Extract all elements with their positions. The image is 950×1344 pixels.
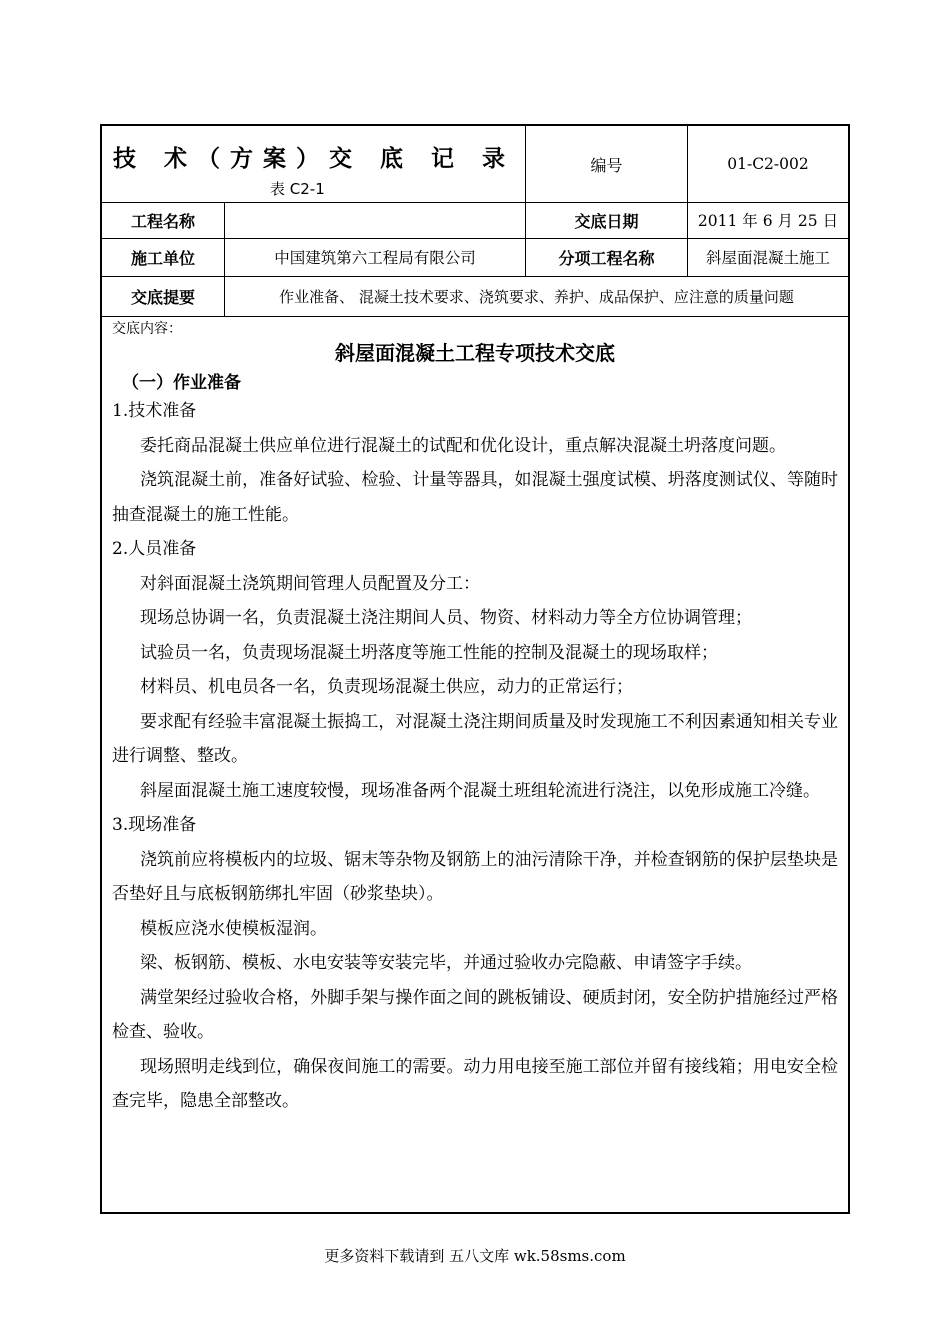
contractor-row [102, 238, 848, 277]
paragraph: 现场照明走线到位，确保夜间施工的需要。动力用电接至施工部位并留有接线箱；用电安全检查完毕，隐患全部整改。 [112, 1056, 838, 1111]
disclosure-record-form [100, 124, 850, 1214]
subsection-heading: 3.现场准备 [112, 815, 197, 835]
form-header-row [102, 126, 848, 203]
paragraph: 满堂架经过验收合格，外脚手架与操作面之间的跳板铺设、硬质封闭，安全防护措施经过严格检查、验收。 [112, 987, 838, 1042]
subsection-heading: 1.技术准备 [112, 401, 197, 421]
section-heading: （一）作业准备 [122, 373, 241, 393]
paragraph: 委托商品混凝土供应单位进行混凝土的试配和优化设计，重点解决混凝土坍落度问题。 [140, 435, 786, 456]
paragraph: 现场总协调一名，负责混凝土浇注期间人员、物资、材料动力等全方位协调管理； [140, 608, 752, 628]
serial-label: 编号 [526, 126, 688, 202]
serial-value: 01-C2-002 [727, 155, 809, 173]
form-code: 表 C2-1 [270, 180, 325, 198]
paragraph: 斜屋面混凝土施工速度较慢，现场准备两个混凝土班组轮流进行浇注，以免形成施工冷缝。 [140, 780, 820, 801]
project-name-label: 工程名称 [102, 202, 225, 238]
summary-row [102, 276, 848, 317]
content-label: 交底内容： [112, 321, 182, 337]
subproject-label: 分项工程名称 [526, 238, 688, 276]
footer-download-note: 更多资料下载请到 五八文库 wk.58sms.com [324, 1247, 626, 1265]
subproject-value: 斜屋面混凝土施工 [705, 249, 830, 267]
date-value: 2011 年 6 月 25 日 [697, 212, 839, 230]
paragraph: 材料员、机电员各一名，负责现场混凝土供应，动力的正常运行； [140, 677, 633, 697]
paragraph: 浇筑前应将模板内的垃圾、锯末等杂物及钢筋上的油污清除干净，并检查钢筋的保护层垫块是否垫好且与底板钢筋绑扎牢固（砂浆垫块）。 [112, 849, 838, 904]
disclosure-content [102, 318, 848, 1212]
paragraph: 对斜面混凝土浇筑期间管理人员配置及分工： [140, 573, 480, 594]
contractor-label: 施工单位 [102, 238, 225, 276]
paragraph: 浇筑混凝土前，准备好试验、检验、计量等器具，如混凝土强度试模、坍落度测试仪、等随时抽查混凝土的施工性能。 [112, 470, 838, 525]
content-body [112, 394, 838, 1119]
contractor-value: 中国建筑第六工程局有限公司 [225, 238, 526, 276]
summary-label: 交底提要 [102, 276, 225, 316]
form-title-cell [102, 126, 526, 202]
paragraph: 要求配有经验丰富混凝土振捣工，对混凝土浇注期间质量及时发现施工不利因素通知相关专业进行调整、整改。 [112, 711, 838, 766]
form-title: 技 术（方案）交 底 记 录 [112, 146, 516, 172]
date-label: 交底日期 [526, 202, 688, 238]
paragraph: 试验员一名，负责现场混凝土坍落度等施工性能的控制及混凝土的现场取样； [140, 642, 718, 663]
subsection-heading: 2.人员准备 [112, 539, 197, 559]
paragraph: 模板应浇水使模板湿润。 [140, 918, 327, 939]
project-row [102, 202, 848, 239]
project-name-value [225, 202, 526, 238]
paragraph: 梁、板钢筋、模板、水电安装等安装完毕，并通过验收办完隐蔽、申请签字手续。 [140, 953, 752, 973]
content-title: 斜屋面混凝土工程专项技术交底 [335, 341, 615, 365]
summary-value: 作业准备、 混凝土技术要求、浇筑要求、养护、成品保护、应注意的质量问题 [279, 287, 794, 306]
